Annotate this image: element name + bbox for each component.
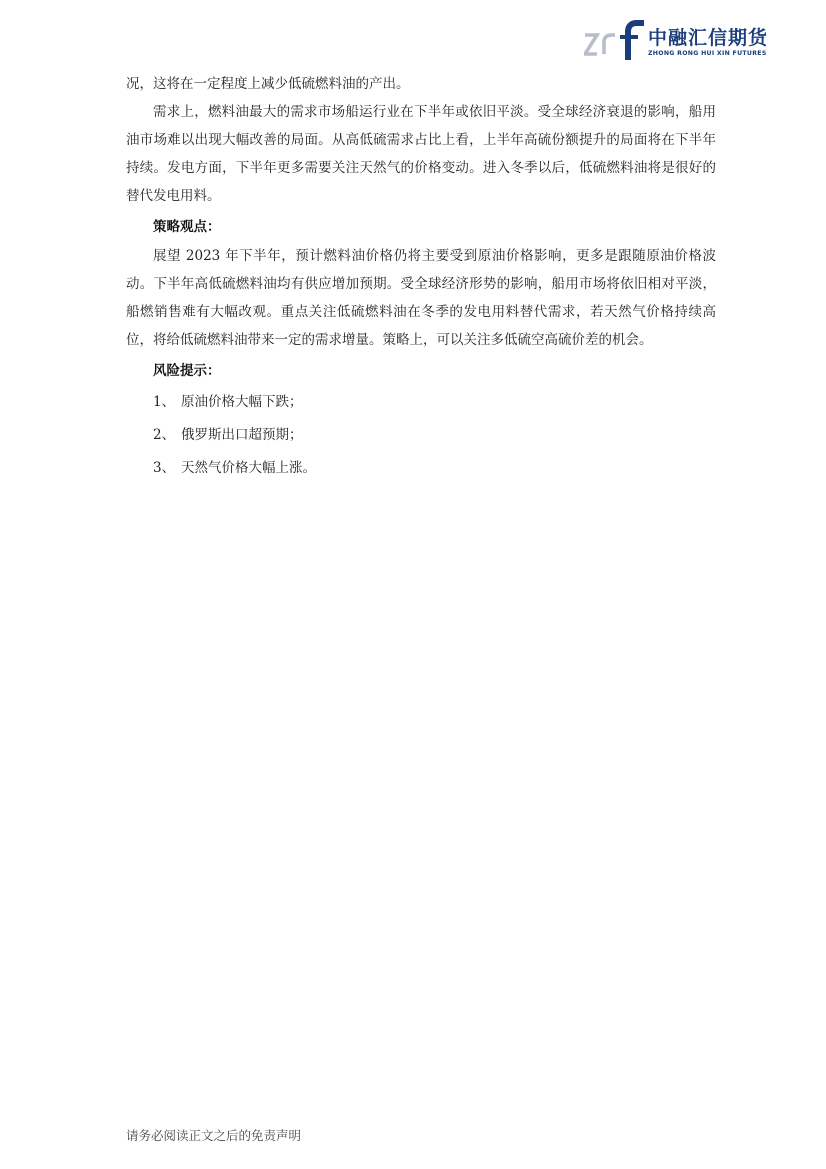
risk-item-2 [126,419,716,452]
zrf-logo-icon [584,20,646,62]
risk-number: 3、 [153,460,176,476]
risk-text: 俄罗斯出口超预期； [181,427,303,443]
risk-heading: 风险提示： [153,363,221,379]
paragraph-demand: 需求上，燃料油最大的需求市场船运行业在下半年或依旧平淡。受全球经济衰退的影响，船用油市场难以出现大幅改善的局面。从高低硫需求占比上看，上半年高硫份额提升的局面将在下半年持续。发电方面，下半年更多需要关注天然气的价格变动。进入冬季以后，低硫燃料油将是很好的替代发电用料。 [126,104,716,204]
risk-number: 2、 [153,427,176,443]
risk-list [126,386,716,485]
logo-chinese-name: 中融汇信期货 [648,27,769,49]
document-body [126,70,716,485]
risk-item-3 [126,452,716,485]
logo-english-name: ZHONG RONG HUI XIN FUTURES [648,50,767,57]
footer-disclaimer: 请务必阅读正文之后的免责声明 [126,1128,302,1143]
risk-item-1 [126,386,716,419]
paragraph-strategy: 展望 2023 年下半年，预计燃料油价格仍将主要受到原油价格影响，更多是跟随原油价格波动。下半年高低硫燃料油均有供应增加预期。受全球经济形势的影响，船用市场将依旧相对平淡，船燃销售难有大幅改观。重点关注低硫燃料油在冬季的发电用料替代需求，若天然气价格持续高位，将给低硫燃料油带来一定的需求增量。策略上，可以关注多低硫空高硫价差的机会。 [126,248,716,348]
risk-number: 1、 [153,394,176,410]
strategy-heading: 策略观点： [153,219,221,235]
risk-text: 天然气价格大幅上涨。 [181,460,316,476]
paragraph-continued: 况，这将在一定程度上减少低硫燃料油的产出。 [126,76,410,92]
company-logo [584,20,774,64]
risk-text: 原油价格大幅下跌； [181,394,303,410]
